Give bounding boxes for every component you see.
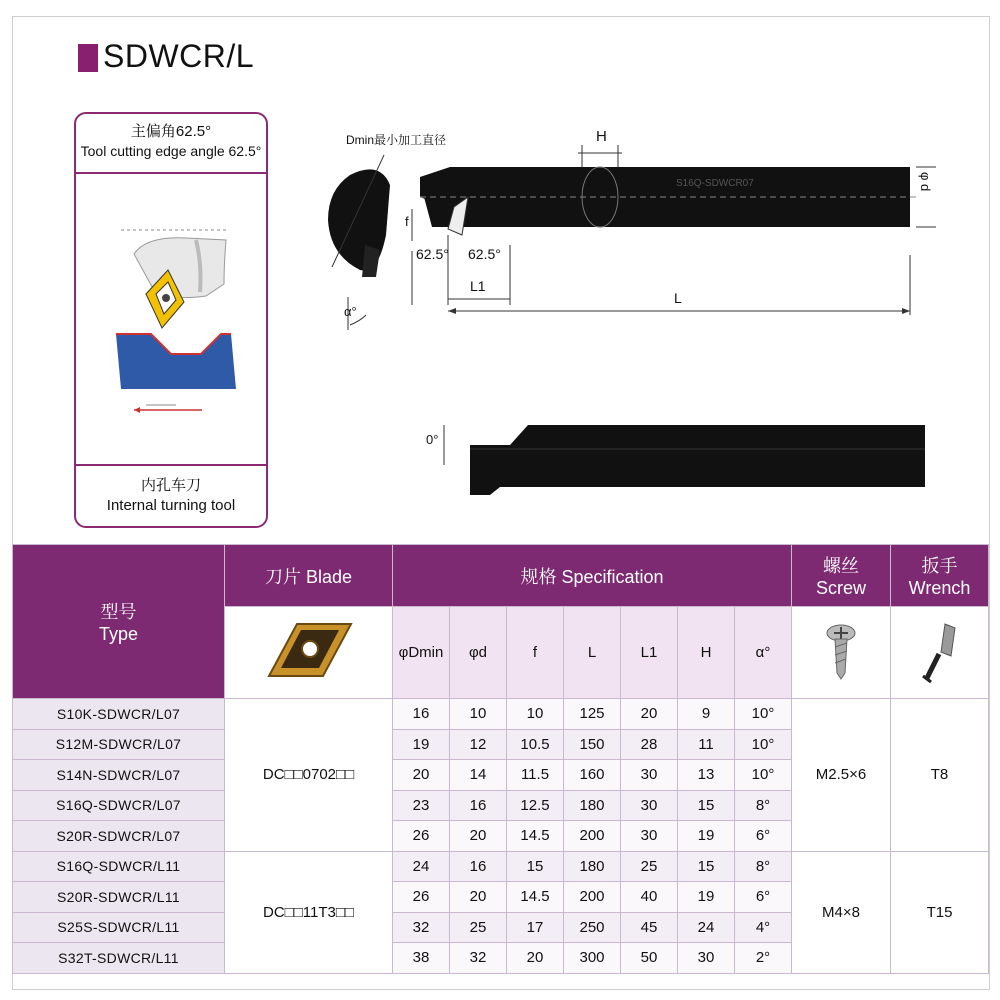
blade-image-cell: [225, 607, 393, 699]
type-cell: S14N-SDWCR/L07: [13, 760, 225, 791]
value-cell: 20: [450, 821, 507, 852]
dmin-label: Dmin最小加工直径: [346, 133, 447, 147]
value-cell: 9: [678, 699, 735, 730]
blade-insert-icon: [259, 616, 359, 686]
value-cell: 45: [621, 912, 678, 943]
value-cell: 20: [450, 882, 507, 913]
col-dmin: φDmin: [393, 607, 450, 699]
value-cell: 11.5: [507, 760, 564, 791]
screw-header: [792, 545, 891, 607]
value-cell: 19: [393, 729, 450, 760]
value-cell: 250: [564, 912, 621, 943]
l1-label: L1: [470, 278, 486, 294]
screw-cell: M4×8: [792, 851, 891, 973]
col-l1: L1: [621, 607, 678, 699]
value-cell: 10: [450, 699, 507, 730]
info-box-header: [76, 114, 266, 174]
value-cell: 8°: [735, 851, 792, 882]
value-cell: 10°: [735, 760, 792, 791]
value-cell: 200: [564, 882, 621, 913]
wrench-header-en: Wrench: [908, 578, 971, 598]
spec-table: [12, 544, 989, 974]
value-cell: 15: [678, 851, 735, 882]
value-cell: 13: [678, 760, 735, 791]
value-cell: 32: [393, 912, 450, 943]
value-cell: 50: [621, 943, 678, 974]
value-cell: 20: [621, 699, 678, 730]
wrench-cell: T8: [891, 699, 989, 852]
value-cell: 16: [450, 790, 507, 821]
value-cell: 30: [678, 943, 735, 974]
value-cell: 32: [450, 943, 507, 974]
tool-label-cn: 内孔车刀: [140, 477, 201, 494]
value-cell: 17: [507, 912, 564, 943]
value-cell: 19: [678, 882, 735, 913]
alpha-label: α°: [344, 304, 357, 319]
value-cell: 10°: [735, 729, 792, 760]
angle-right-label: 62.5°: [468, 246, 501, 262]
info-box-footer: [76, 464, 266, 526]
value-cell: 19: [678, 821, 735, 852]
angle-label-cn: 主偏角62.5°: [130, 123, 212, 140]
value-cell: 12: [450, 729, 507, 760]
tool-label-en: Internal turning tool: [106, 497, 236, 514]
screw-icon: [816, 621, 866, 681]
table-row: [13, 851, 989, 882]
col-alpha: α°: [735, 607, 792, 699]
technical-drawing: [320, 125, 940, 345]
zero-angle-label: 0°: [426, 432, 439, 447]
value-cell: 14.5: [507, 882, 564, 913]
spec-header: 规格 Specification: [393, 545, 792, 607]
bar-marking: S16Q-SDWCR07: [676, 178, 754, 189]
blade-cell: DC□□11T3□□: [225, 851, 393, 973]
type-cell: S12M-SDWCR/L07: [13, 729, 225, 760]
col-l: L: [564, 607, 621, 699]
table-row: [13, 699, 989, 730]
value-cell: 24: [678, 912, 735, 943]
col-d: φd: [450, 607, 507, 699]
value-cell: 25: [450, 912, 507, 943]
value-cell: 30: [621, 760, 678, 791]
blade-header: 刀片 Blade: [225, 545, 393, 607]
value-cell: 16: [450, 851, 507, 882]
blade-cell: DC□□0702□□: [225, 699, 393, 852]
value-cell: 20: [393, 760, 450, 791]
type-cell: S10K-SDWCR/L07: [13, 699, 225, 730]
value-cell: 8°: [735, 790, 792, 821]
value-cell: 20: [507, 943, 564, 974]
type-header-cn: 型号: [100, 602, 137, 622]
type-cell: S20R-SDWCR/L11: [13, 882, 225, 913]
type-header: [13, 545, 225, 699]
value-cell: 30: [621, 790, 678, 821]
value-cell: 24: [393, 851, 450, 882]
value-cell: 25: [621, 851, 678, 882]
screw-image-cell: [792, 607, 891, 699]
value-cell: 10°: [735, 699, 792, 730]
value-cell: 300: [564, 943, 621, 974]
wrench-header-cn: 扳手: [921, 556, 958, 576]
value-cell: 14.5: [507, 821, 564, 852]
info-box: [74, 112, 268, 528]
value-cell: 2°: [735, 943, 792, 974]
col-f: f: [507, 607, 564, 699]
angle-label-en: Tool cutting edge angle 62.5°: [80, 143, 262, 159]
d-label: φ d: [918, 172, 933, 192]
value-cell: 125: [564, 699, 621, 730]
type-cell: S20R-SDWCR/L07: [13, 821, 225, 852]
value-cell: 200: [564, 821, 621, 852]
type-cell: S32T-SDWCR/L11: [13, 943, 225, 974]
wrench-cell: T15: [891, 851, 989, 973]
value-cell: 180: [564, 851, 621, 882]
l-label: L: [674, 290, 682, 306]
value-cell: 10: [507, 699, 564, 730]
h-label: H: [596, 128, 607, 145]
value-cell: 6°: [735, 821, 792, 852]
value-cell: 150: [564, 729, 621, 760]
screw-header-en: Screw: [816, 578, 867, 598]
value-cell: 28: [621, 729, 678, 760]
value-cell: 16: [393, 699, 450, 730]
value-cell: 15: [678, 790, 735, 821]
col-h: H: [678, 607, 735, 699]
value-cell: 26: [393, 882, 450, 913]
type-cell: S25S-SDWCR/L11: [13, 912, 225, 943]
screw-cell: M2.5×6: [792, 699, 891, 852]
value-cell: 6°: [735, 882, 792, 913]
value-cell: 180: [564, 790, 621, 821]
title-marker: [78, 44, 98, 72]
wrench-icon: [915, 616, 965, 686]
screw-header-cn: 螺丝: [823, 556, 860, 576]
value-cell: 160: [564, 760, 621, 791]
value-cell: 12.5: [507, 790, 564, 821]
type-cell: S16Q-SDWCR/L07: [13, 790, 225, 821]
value-cell: 30: [621, 821, 678, 852]
wrench-image-cell: [891, 607, 989, 699]
value-cell: 38: [393, 943, 450, 974]
page-title: SDWCR/L: [103, 38, 255, 74]
value-cell: 23: [393, 790, 450, 821]
type-cell: S16Q-SDWCR/L11: [13, 851, 225, 882]
value-cell: 40: [621, 882, 678, 913]
type-header-en: Type: [98, 624, 139, 644]
value-cell: 11: [678, 729, 735, 760]
value-cell: 4°: [735, 912, 792, 943]
value-cell: 10.5: [507, 729, 564, 760]
value-cell: 26: [393, 821, 450, 852]
value-cell: 15: [507, 851, 564, 882]
wrench-header: [891, 545, 989, 607]
tool-side-view: [420, 415, 940, 505]
value-cell: 14: [450, 760, 507, 791]
internal-turning-illustration: [76, 174, 266, 464]
angle-left-label: 62.5°: [416, 246, 449, 262]
f-label: f: [405, 214, 409, 229]
